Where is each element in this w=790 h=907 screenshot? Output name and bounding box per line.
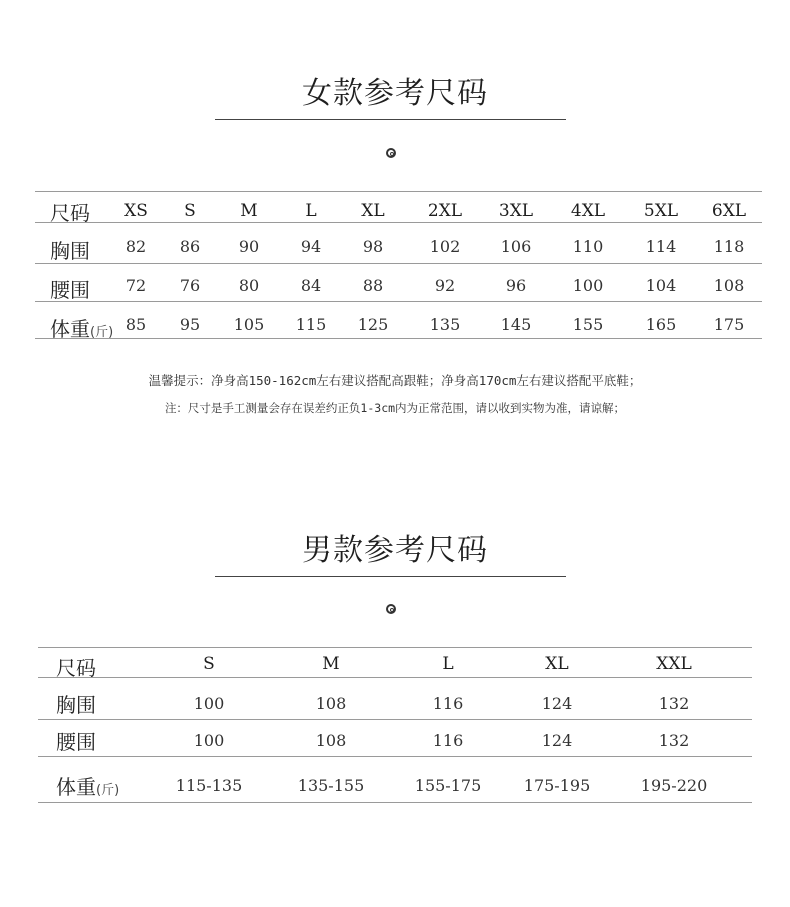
table-cell-value: 108 [315,694,347,713]
size-header-cell: XL [361,201,385,221]
row-label-text: 胸围 [50,239,90,263]
size-header-cell: M [240,201,258,221]
table-cell-value: 100 [572,276,604,295]
women-measure-note: 注：尺寸是手工测量会存在误差约正负1-3cm内为正常范围，请以收到实物为准，请谅解； [164,401,626,415]
women-title-divider [215,119,566,120]
table-rule [38,719,752,720]
table-cell-value: 84 [300,276,322,295]
table-cell-value: 115 [295,315,327,334]
table-cell-value: 115-135 [175,776,243,795]
row-label [50,313,113,342]
table-cell-value: 108 [315,731,347,750]
table-cell-value: 80 [238,276,260,295]
size-header-cell: 4XL [570,201,606,221]
size-header-cell: S [184,201,196,221]
row-label-text: 体重 [56,775,96,799]
row-label [50,274,90,303]
table-cell-value: 108 [713,276,745,295]
row-label-text: 胸围 [56,693,96,717]
table-cell-value: 90 [238,237,260,256]
size-header-cell: 3XL [498,201,534,221]
table-cell-value: 155-175 [414,776,482,795]
table-cell-value: 100 [193,694,225,713]
size-header-cell: XXL [656,654,692,674]
table-cell-value: 124 [541,694,573,713]
table-cell-value: 118 [713,237,745,256]
table-rule [35,191,762,192]
table-cell-value: 98 [362,237,384,256]
ring-icon [386,604,396,614]
row-label [56,689,96,718]
men-title-divider [215,576,566,577]
table-cell-value: 85 [125,315,147,334]
table-cell-value: 76 [179,276,201,295]
ring-icon [386,148,396,158]
row-label-unit: (斤) [96,783,120,798]
table-rule [35,301,762,302]
table-cell-value: 95 [179,315,201,334]
table-cell-value: 92 [434,276,456,295]
table-cell-value: 195-220 [640,776,708,795]
table-cell-value: 145 [500,315,532,334]
table-cell-value: 114 [645,237,677,256]
table-cell-value: 165 [645,315,677,334]
size-header-cell: 2XL [427,201,463,221]
table-rule [35,222,762,223]
row-label [56,771,119,800]
size-header-cell: L [442,654,454,674]
table-cell-value: 155 [572,315,604,334]
table-cell-value: 116 [432,694,464,713]
women-section-title: 女款参考尺码 [302,76,488,111]
table-cell-value: 105 [233,315,265,334]
row-label-text: 腰围 [50,278,90,302]
size-header-cell: 6XL [711,201,747,221]
table-cell-value: 124 [541,731,573,750]
row-label-text: 腰围 [56,730,96,754]
table-cell-value: 135 [429,315,461,334]
men-section-title: 男款参考尺码 [302,533,488,568]
row-label-text: 体重 [50,317,90,341]
women-tip-note: 温馨提示：净身高150-162cm左右建议搭配高跟鞋；净身高170cm左右建议搭配平底鞋； [148,373,642,388]
row-label [50,235,90,264]
table-cell-value: 175-195 [523,776,591,795]
size-header-cell: L [305,201,317,221]
table-cell-value: 102 [429,237,461,256]
table-cell-value: 86 [179,237,201,256]
table-cell-value: 106 [500,237,532,256]
table-cell-value: 125 [357,315,389,334]
table-cell-value: 110 [572,237,604,256]
table-rule [35,263,762,264]
table-rule [35,338,762,339]
row-label-unit: (斤) [90,325,114,340]
table-cell-value: 116 [432,731,464,750]
table-cell-value: 104 [645,276,677,295]
table-cell-value: 100 [193,731,225,750]
size-header-cell: XL [545,654,569,674]
table-cell-value: 175 [713,315,745,334]
table-cell-value: 132 [658,731,690,750]
table-rule [38,756,752,757]
table-rule [38,677,752,678]
header-label-size: 尺码 [50,201,90,225]
table-cell-value: 82 [125,237,147,256]
table-cell-value: 96 [505,276,527,295]
table-rule [38,802,752,803]
table-cell-value: 88 [362,276,384,295]
table-cell-value: 132 [658,694,690,713]
size-header-cell: 5XL [643,201,679,221]
table-cell-value: 94 [300,237,322,256]
size-header-cell: M [322,654,340,674]
size-header-cell: XS [124,201,148,221]
table-cell-value: 72 [125,276,147,295]
size-header-cell: S [203,654,215,674]
header-label-size: 尺码 [56,656,96,680]
table-cell-value: 135-155 [297,776,365,795]
table-rule [38,647,752,648]
row-label [56,726,96,755]
